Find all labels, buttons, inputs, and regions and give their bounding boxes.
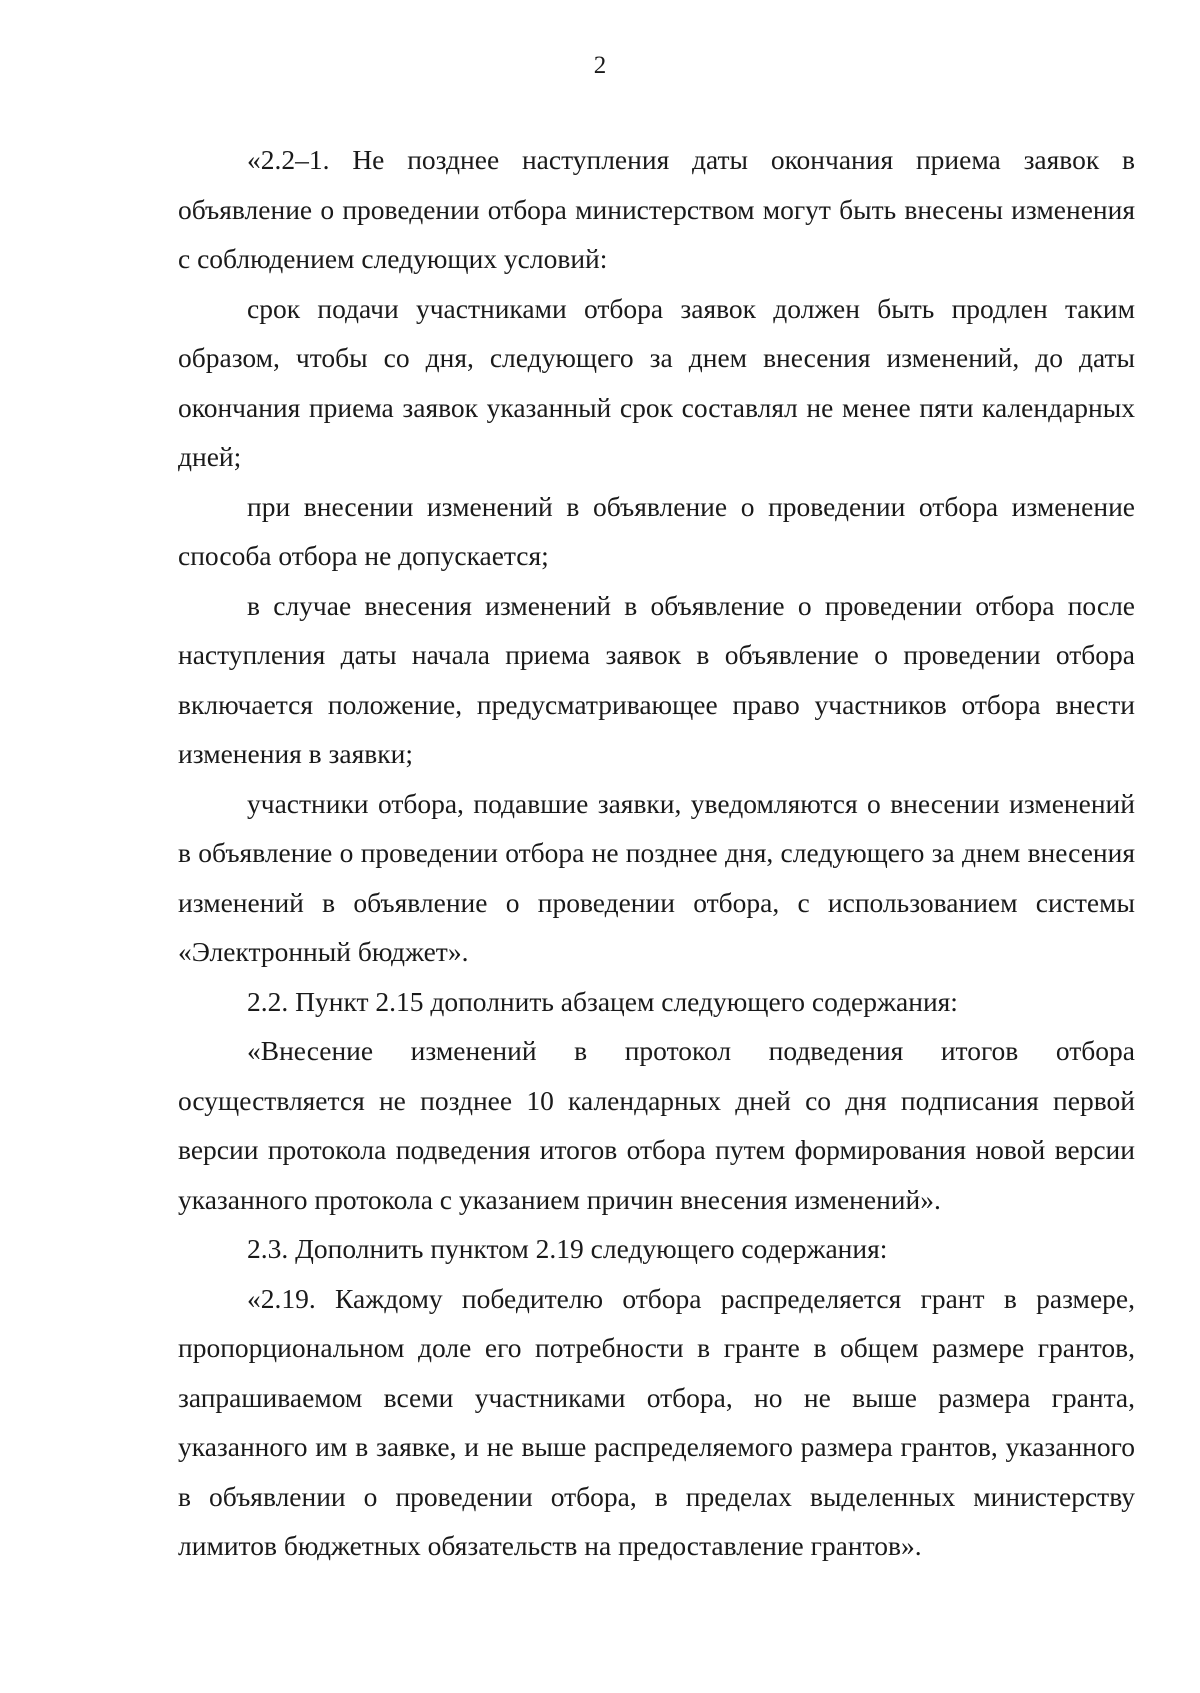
paragraph-2-2: 2.2. Пункт 2.15 дополнить абзацем следующего содержания: (247, 985, 958, 1017)
paragraph-deadline-extension: срок подачи участниками отбора заявок должен быть продлен таким образом, чтобы со дня, следующего за днем внесения изменений, до даты окончания приема заявок указанный срок составлял не менее пяти календарных дней; (178, 292, 1135, 472)
document-body (178, 135, 1135, 1571)
page-number: 2 (593, 52, 607, 79)
paragraph-protocol-changes: «Внесение изменений в протокол подведения итогов отбора осуществляется не позднее 10 календарных дней со дня подписания первой версии протокола подведения итогов отбора путем формирования новой версии указанного протокола с указанием причин внесения изменений». (178, 1035, 1135, 1215)
paragraph-2-19: «2.19. Каждому победителю отбора распределяется грант в размере, пропорциональном доле его потребности в гранте в общем размере грантов, запрашиваемом всеми участниками отбора, но не выше размера гранта, указанного им в заявке, и не выше распределяемого размера грантов, указанного в объявлении о проведении отбора, в пределах выделенных министерству лимитов бюджетных обязательств на предоставление грантов». (178, 1282, 1135, 1561)
paragraph-amend-applications: в случае внесения изменений в объявление о проведении отбора после наступления даты начала приема заявок в объявление о проведении отбора включается положение, предусматривающее право участников отбора внести изменения в заявки; (178, 589, 1135, 769)
paragraph-notification: участники отбора, подавшие заявки, уведомляются о внесении изменений в объявление о проведении отбора не позднее дня, следующего за днем внесения изменений в объявление о проведении отбора, с использованием системы «Электронный бюджет». (178, 787, 1135, 967)
paragraph-2-3: 2.3. Дополнить пунктом 2.19 следующего содержания: (247, 1233, 888, 1264)
paragraph-method-unchanged: при внесении изменений в объявление о проведении отбора изменение способа отбора не допускается; (178, 490, 1135, 571)
paragraph-2-2-1: «2.2–1. Не позднее наступления даты окончания приема заявок в объявление о проведении отбора министерством могут быть внесены изменения с соблюдением следующих условий: (178, 144, 1135, 274)
